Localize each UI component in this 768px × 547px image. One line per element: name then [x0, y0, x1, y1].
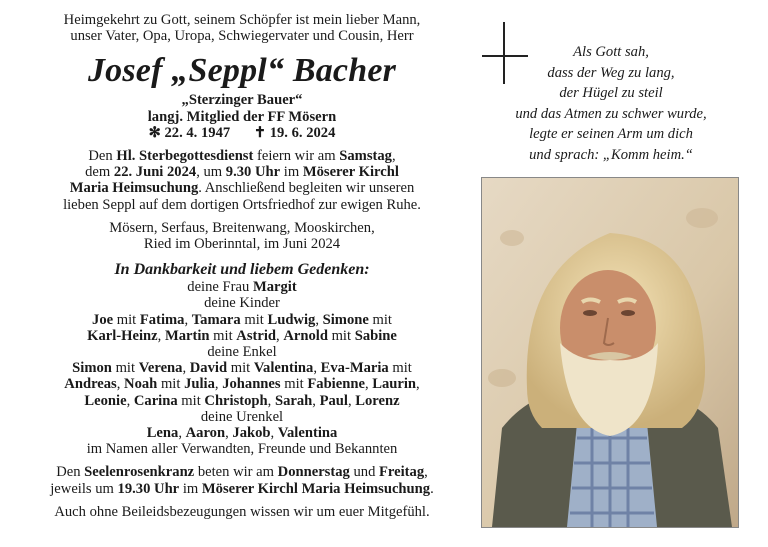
rosary-notice: Den Seelenrosenkranz beten wir am Donnerstag und Freitag, jeweils um 19.30 Uhr im Möserer Kirchl Maria Heimsuchung. — [50, 464, 434, 497]
great-grandchildren-label: deine Urenkel — [200, 408, 284, 425]
children-list — [22, 312, 462, 344]
quote-line: der Hügel zu steil — [559, 85, 663, 101]
children-label: deine Kinder — [204, 295, 280, 312]
intro-line-1: Heimgekehrt zu Gott, seinem Schöpfer ist mein lieber Mann, — [63, 12, 421, 28]
portrait-photo — [481, 177, 739, 528]
intro-line-2: unser Vater, Opa, Uropa, Schwiegervater und Cousin, Herr — [70, 28, 414, 45]
name-line: Joe mit Fatima, Tamara mit Ludwig, Simone mit — [92, 311, 392, 328]
quote-line: und das Atmen zu schwer wurde, — [515, 105, 707, 122]
mourners-closing: im Namen aller Verwandten, Freunde und Bekannten — [86, 441, 398, 458]
footer-note: Auch ohne Beileidsbezeugungen wissen wir um euer Mitgefühl. — [54, 503, 430, 520]
mourners-heading: In Dankbarkeit und liebem Gedenken: — [114, 261, 370, 279]
grandchildren-list — [22, 360, 462, 409]
name-line: Lena, Aaron, Jakob, Valentina — [146, 425, 338, 442]
deceased-name: Josef „Seppl“ Bacher — [87, 52, 397, 90]
name-line: Simon mit Verena, David mit Valentina, Eva-Maria mit — [72, 360, 412, 377]
quote-line: und sprach: „Komm heim.“ — [529, 146, 693, 163]
quote-line: legte er seinen Arm um dich — [529, 126, 693, 142]
funeral-notice: Den Hl. Sterbegottesdienst feiern wir am Samstag, dem 22. Juni 2024, um 9.30 Uhr im Möserer Kirchl Maria Heimsuchung. Anschließend begleiten wir unseren lieben Seppl auf dem dortigen Ortsfriedhof zur ewigen Ruhe. — [63, 148, 421, 213]
grandchildren-label: deine Enkel — [207, 344, 277, 361]
quote-line: Als Gott sah, — [573, 44, 649, 60]
wife-line: deine Frau Margit — [187, 279, 297, 296]
birth-date: ✻ 22. 4. 1947 — [148, 124, 231, 141]
place-date: Mösern, Serfaus, Breitenwang, Mooskirchen, Ried im Oberinntal, im Juni 2024 — [109, 219, 375, 253]
memorial-quote — [480, 42, 742, 165]
life-dates — [22, 125, 462, 141]
name-line: Leonie, Carina mit Christoph, Sarah, Paul, Lorenz — [84, 392, 400, 409]
name-line: Karl-Heinz, Martin mit Astrid, Arnold mit Sabine — [87, 327, 397, 344]
death-date: ✝ 19. 6. 2024 — [253, 124, 336, 141]
obituary-text-column — [22, 12, 462, 520]
quote-line: dass der Weg zu lang, — [547, 64, 675, 81]
deceased-membership: langj. Mitglied der FF Mösern — [147, 108, 337, 125]
name-line: Andreas, Noah mit Julia, Johannes mit Fabienne, Laurin, — [64, 376, 420, 393]
great-grandchildren-list — [22, 425, 462, 441]
deceased-nickname: „Sterzinger Bauer“ — [181, 92, 303, 109]
